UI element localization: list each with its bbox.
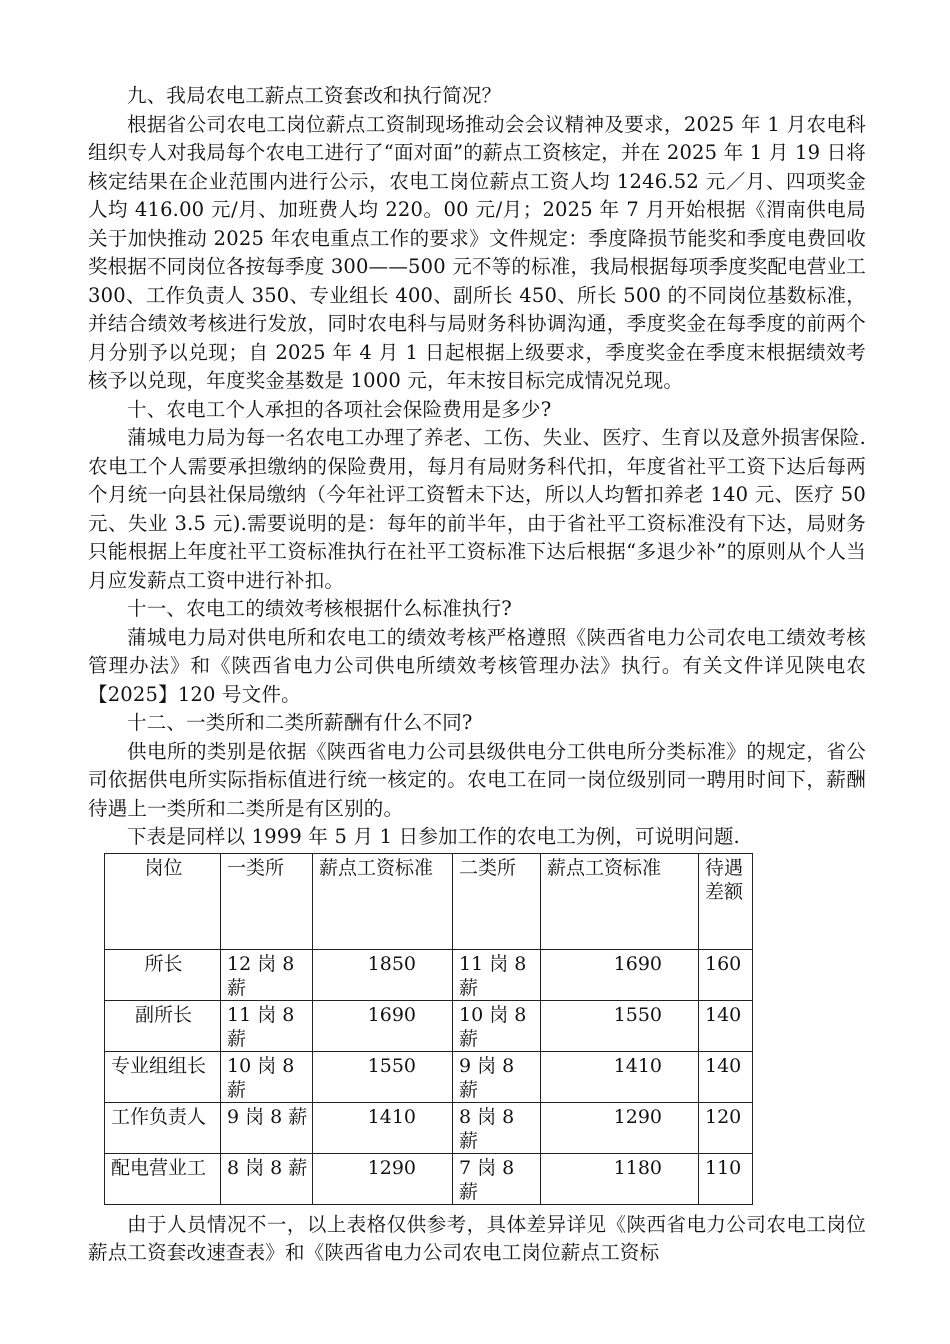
document-page [88,82,866,1268]
cell-class1: 8 岗 8 薪 [221,1153,313,1204]
cell-class2: 11 岗 8 薪 [453,949,541,1000]
cell-class1-standard: 1290 [313,1153,453,1204]
cell-position: 工作负责人 [105,1102,221,1153]
cell-class1: 11 岗 8 薪 [221,1000,313,1051]
table-row [105,1000,753,1051]
cell-difference: 160 [699,949,753,1000]
cell-difference: 140 [699,1000,753,1051]
header-class1: 一类所 [221,853,313,949]
table-row [105,949,753,1000]
header-difference: 待遇差额 [699,853,753,949]
table-row [105,1102,753,1153]
cell-class2: 8 岗 8 薪 [453,1102,541,1153]
paragraph-q11-answer: 蒲城电力局对供电所和农电工的绩效考核严格遵照《陕西省电力公司农电工绩效考核管理办法》和《陕西省电力公司供电所绩效考核管理办法》执行。有关文件详见陕电农【2025】120 号文件。 [88,625,866,706]
cell-class1: 10 岗 8 薪 [221,1051,313,1102]
header-class2: 二类所 [453,853,541,949]
cell-class1-standard: 1690 [313,1000,453,1051]
cell-class2-standard: 1290 [541,1102,699,1153]
table-row [105,1153,753,1204]
cell-difference: 140 [699,1051,753,1102]
heading-q12: 十二、一类所和二类所薪酬有什么不同? [127,711,473,734]
cell-class2-standard: 1690 [541,949,699,1000]
cell-class1-standard: 1550 [313,1051,453,1102]
table-header-row [105,853,753,949]
salary-comparison-table [104,853,753,1205]
cell-class2-standard: 1180 [541,1153,699,1204]
cell-class2-standard: 1550 [541,1000,699,1051]
cell-class1-standard: 1410 [313,1102,453,1153]
table-row [105,1051,753,1102]
cell-position: 所长 [105,949,221,1000]
cell-class1: 12 岗 8 薪 [221,949,313,1000]
heading-q9: 九、我局农电工薪点工资套改和执行简况？ [127,84,502,107]
cell-class2-standard: 1410 [541,1051,699,1102]
cell-position: 副所长 [105,1000,221,1051]
cell-difference: 110 [699,1153,753,1204]
table-intro: 下表是同样以 1999 年 5 月 1 日参加工作的农电工为例，可说明问题. [127,825,740,848]
header-position: 岗位 [105,853,221,949]
cell-class2: 7 岗 8 薪 [453,1153,541,1204]
cell-class1-standard: 1850 [313,949,453,1000]
cell-position: 配电营业工 [105,1153,221,1204]
cell-class2: 9 岗 8 薪 [453,1051,541,1102]
paragraph-q12-answer: 供电所的类别是依据《陕西省电力公司县级供电分工供电所分类标准》的规定，省公司依据供电所实际指标值进行统一核定的。农电工在同一岗位级别同一聘用时间下，薪酬待遇上一类所和二类所是有区别的。 [88,739,866,820]
header-class1-standard: 薪点工资标准 [313,853,453,949]
closing-paragraph: 由于人员情况不一，以上表格仅供参考，具体差异详见《陕西省电力公司农电工岗位薪点工资套改速查表》和《陕西省电力公司农电工岗位薪点工资标 [88,1212,866,1264]
paragraph-q9-answer: 根据省公司农电工岗位薪点工资制现场推动会会议精神及要求，2025 年 1 月农电科组织专人对我局每个农电工进行了“面对面”的薪点工资核定，并在 2025 年 1 月 19 日将核定结果在企业范围内进行公示，农电工岗位薪点工资人均 1246.52 元／月、四项奖金人均 416.00 元/月、加班费人均 220。00 元/月；2025 年 7 月开始根据《渭南供电局关于加快推动 2025 年农电重点工作的要求》文件规定：季度降损节能奖和季度电费回收奖根据不同岗位各按每季度 300——500 元不等的标准，我局根据每项季度奖配电营业工 300、工作负责人 350、专业组长 400、副所长 450、所长 500 的不同岗位基数标准，并结合绩效考核进行发放，同时农电科与局财务科协调沟通，季度奖金在每季度的前两个月分别予以兑现；自 2025 年 4 月 1 日起根据上级要求，季度奖金在季度末根据绩效考核予以兑现，年度奖金基数是 1000 元，年末按目标完成情况兑现。 [88,112,866,392]
cell-position: 专业组组长 [105,1051,221,1102]
cell-class1: 9 岗 8 薪 [221,1102,313,1153]
paragraph-q10-answer: 蒲城电力局为每一名农电工办理了养老、工伤、失业、医疗、生育以及意外损害保险.农电工个人需要承担缴纳的保险费用，每月有局财务科代扣，年度省社平工资下达后每两个月统一向县社保局缴纳（今年社评工资暂未下达，所以人均暂扣养老 140 元、医疗 50 元、失业 3.5 元).需要说明的是：每年的前半年，由于省社平工资标准没有下达，局财务只能根据上年度社平工资标准执行在社平工资标准下达后根据“多退少补”的原则从个人当月应发薪点工资中进行补扣。 [88,426,866,592]
cell-difference: 120 [699,1102,753,1153]
cell-class2: 10 岗 8 薪 [453,1000,541,1051]
header-class2-standard: 薪点工资标准 [541,853,699,949]
heading-q10: 十、农电工个人承担的各项社会保险费用是多少? [127,397,552,421]
heading-q11: 十一、农电工的绩效考核根据什么标准执行? [127,597,512,620]
